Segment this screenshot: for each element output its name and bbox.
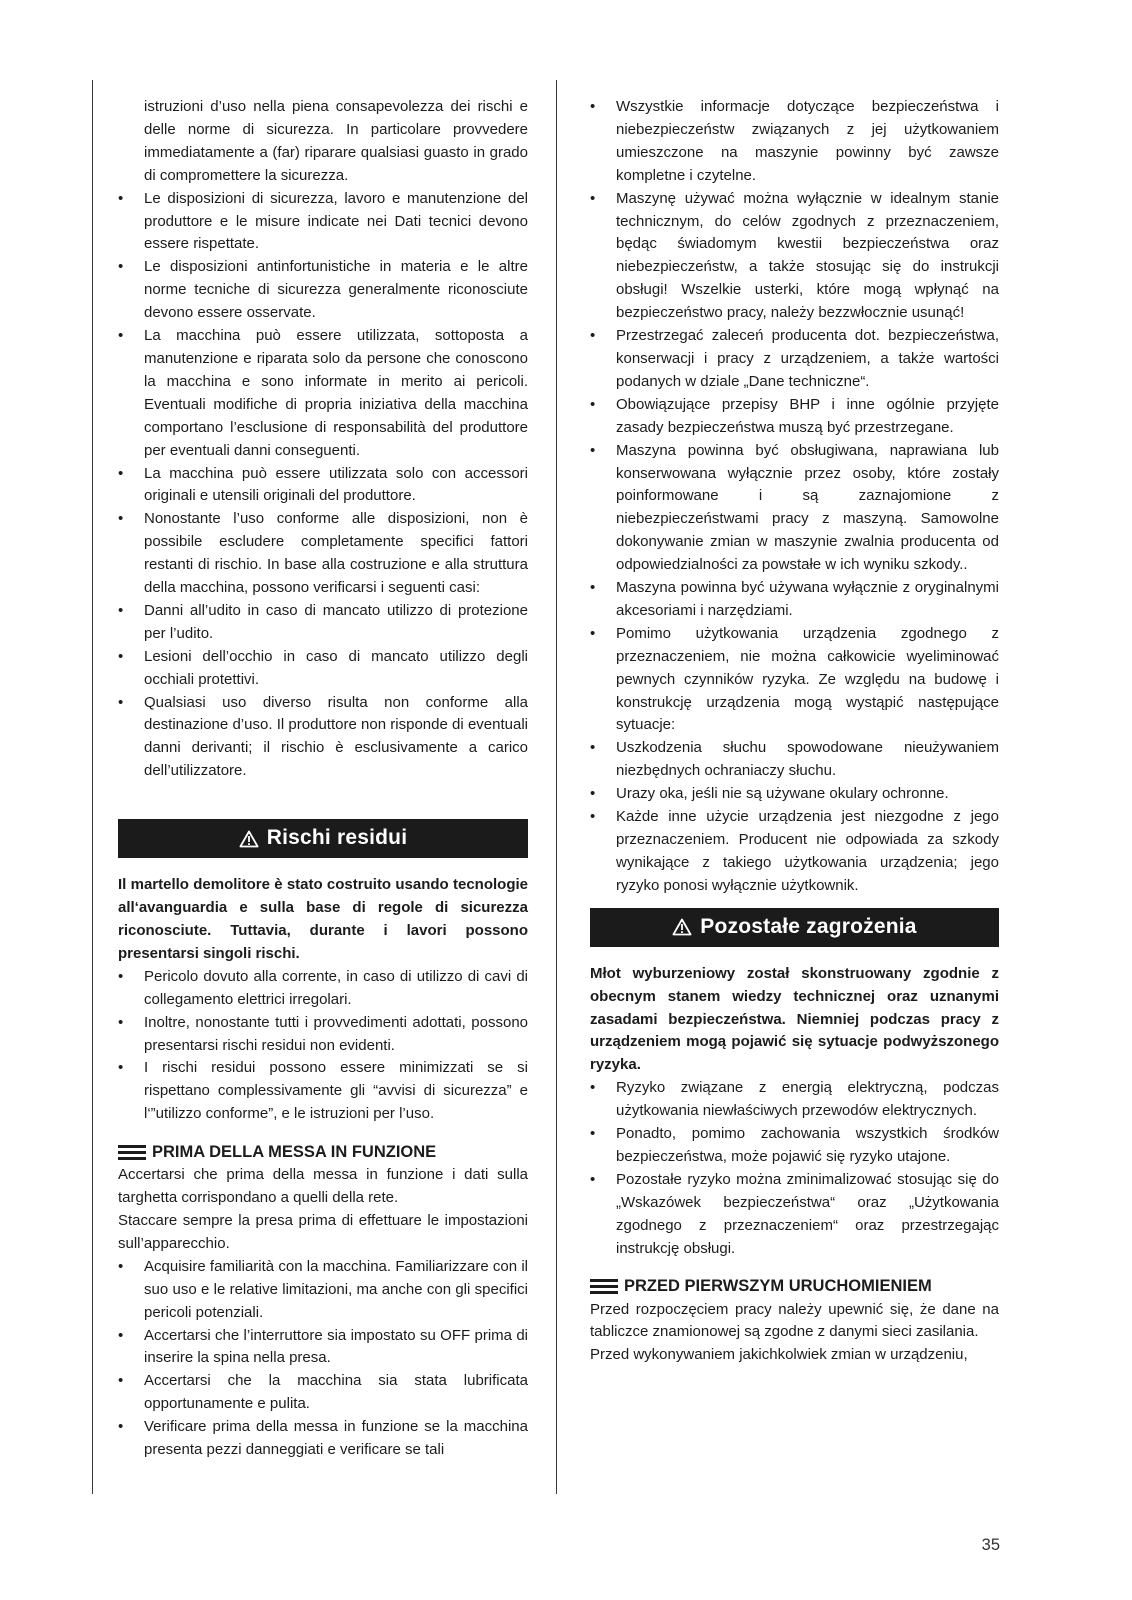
list-item: • Danni all’udito in caso di mancato utilizzo di protezione per l’udito.: [118, 601, 528, 642]
list-item: • La macchina può essere utilizzata, sottoposta a manutenzione e riparata solo da persone che conoscono la macchina e sono informate in merito ai pericoli. Eventuali modifiche di propria iniziativa della macchina comportano l’esclusione di responsabilità del produttore per eventuali danni conseguenti.: [118, 327, 528, 459]
list-item: • I rischi residui possono essere minimizzati se si rispettano complessivamente gli “avvisi di sicurezza” e l‘”utilizzo conforme”, e le istruzioni per l’uso.: [118, 1059, 528, 1123]
body-text: Przed rozpoczęciem pracy należy upewnić się, że dane na tabliczce znamionowej są zgodne z danymi sieci zasilania.: [590, 1300, 999, 1341]
banner-title: Rischi residui: [266, 826, 408, 850]
list-item: • Verificare prima della messa in funzione se la macchina presenta pezzi danneggiati e verificare se tali: [118, 1418, 528, 1459]
warning-triangle-icon: [672, 918, 692, 936]
section-heading-prima-messa: [118, 1140, 528, 1164]
list-item: • Przestrzegać zaleceń producenta dot. bezpieczeństwa, konserwacji i pracy z urządzeniem, a także wartości podanych w dziale „Dane techniczne“.: [590, 327, 999, 390]
list-item: • Uszkodzenia słuchu spowodowane nieużywaniem niezbędnych ochraniaczy słuchu.: [590, 739, 999, 780]
warning-triangle-icon: [239, 830, 259, 848]
list-item: • Nonostante l’uso conforme alle disposizioni, non è possibile escludere completamente specifici fattori restanti di rischio. In base alla costruzione e alla struttura della macchina, possono verificarsi i seguenti casi:: [118, 510, 528, 597]
safety-list-pl: [590, 96, 999, 898]
body-text: Accertarsi che prima della messa in funzione i dati sulla targhetta corrispondano a quelli della rete.: [118, 1166, 528, 1207]
subheading-text: PRIMA DELLA MESSA IN FUNZIONE: [152, 1142, 437, 1161]
list-item: • Pericolo dovuto alla corrente, in caso di utilizzo di cavi di collegamento elettrici irregolari.: [118, 967, 528, 1008]
list-item: • Le disposizioni antinfortunistiche in materia e le altre norme tecniche di sicurezza generalmente riconosciute devono essere osservate.: [118, 258, 528, 322]
list-item: • Urazy oka, jeśli nie są używane okulary ochronne.: [590, 785, 949, 803]
section-banner-pozostale-zagrozenia: [590, 908, 999, 947]
list-item: • Pozostałe ryzyko można zminimalizować stosując się do „Wskazówek bezpieczeństwa“ oraz „Użytkowania zgodnego z przeznaczeniem“ oraz przestrzegając instrukcję obsługi.: [590, 1170, 999, 1257]
residual-risks-list-it: [118, 966, 528, 1126]
list-item: • Qualsiasi uso diverso risulta non conforme alla destinazione d’uso. Il produttore non risponde di eventuali danni derivanti; il rischio è esclusivamente a carico dell’utilizzatore.: [118, 693, 528, 780]
center-column-rule: [556, 80, 557, 1494]
subheading-text: PRZED PIERWSZYM URUCHOMIENIEM: [624, 1277, 932, 1296]
list-item: • Lesioni dell’occhio in caso di mancato utilizzo degli occhiali protettivi.: [118, 647, 528, 688]
list-item: • Ponadto, pomimo zachowania wszystkich środków bezpieczeństwa, może pojawić się ryzyko utajone.: [590, 1125, 999, 1165]
body-text: Staccare sempre la presa prima di effettuare le impostazioni sull’apparecchio.: [118, 1211, 528, 1252]
body-text: Przed wykonywaniem jakichkolwiek zmian w urządzeniu,: [590, 1346, 968, 1364]
page-number: 35: [981, 1536, 1000, 1554]
residual-risks-intro: Il martello demolitore è stato costruito usando tecnologie all‘avanguardia e sulla base di regole di sicurezza riconosciute. Tuttavia, durante i lavori possono presentarsi singoli rischi.: [118, 876, 528, 962]
intro-continuation: istruzioni d’uso nella piena consapevolezza dei rischi e delle norme di sicurezza. In particolare provvedere immediatamente a (far) riparare qualsiasi guasto in grado di compromettere la sicurezza.: [144, 98, 528, 184]
menu-lines-icon: [118, 1145, 146, 1160]
list-item: • Pomimo użytkowania urządzenia zgodnego z przeznaczeniem, nie można całkowicie wyeliminować pewnych czynników ryzyka. Ze względu na budowę i konstrukcję urządzenia mogą wystąpić następujące sytuacje:: [590, 624, 999, 734]
list-item: • Acquisire familiarità con la macchina. Familiarizzare con il suo uso e le relative limitazioni, ma anche con gli specifici pericoli potenziali.: [118, 1257, 528, 1321]
list-item: • Obowiązujące przepisy BHP i inne ogólnie przyjęte zasady bezpieczeństwa muszą być przestrzegane.: [590, 395, 999, 436]
list-item: • Accertarsi che l’interruttore sia impostato su OFF prima di inserire la spina nella presa.: [118, 1326, 528, 1367]
residual-risks-intro: Młot wyburzeniowy został skonstruowany zgodnie z obecnym stanem wiedzy technicznej oraz uznanymi zasadami bezpieczeństwa. Niemniej podczas pracy z urządzeniem mogą pojawić się sytuacje podwyższonego ryzyka.: [590, 964, 999, 1074]
list-item: • La macchina può essere utilizzata solo con accessori originali e utensili originali del produttore.: [118, 464, 528, 505]
list-item: • Le disposizioni di sicurezza, lavoro e manutenzione del produttore e le misure indicate nei Dati tecnici devono essere rispettate.: [118, 189, 528, 253]
safety-list-it: [118, 188, 528, 784]
residual-risks-list-pl: [590, 1077, 999, 1260]
left-column-rule: [92, 80, 93, 1494]
menu-lines-icon: [590, 1279, 618, 1294]
section-heading-przed-uruchomieniem: [590, 1275, 999, 1299]
list-item: • Maszyna powinna być używana wyłącznie z oryginalnymi akcesoriami i narzędziami.: [590, 579, 999, 619]
left-column: [118, 96, 528, 1462]
list-item: • Accertarsi che la macchina sia stata lubrificata opportunamente e pulita.: [118, 1372, 528, 1413]
section-banner-rischi-residui: [118, 819, 528, 858]
list-item: • Wszystkie informacje dotyczące bezpieczeństwa i niebezpieczeństw związanych z jej użytkowaniem umieszczone na maszynie powinny być zawsze kompletne i czytelne.: [590, 98, 999, 184]
right-column: [590, 96, 999, 1367]
banner-title: Pozostałe zagrożenia: [700, 914, 917, 938]
startup-list-it: [118, 1256, 528, 1462]
list-item: • Każde inne użycie urządzenia jest niezgodne z jego przeznaczeniem. Producent nie odpowiada za szkody wynikające z takiego użytkowania urządzenia; jego ryzyko ponosi wyłącznie użytkownik.: [590, 808, 999, 894]
list-item: • Maszyna powinna być obsługiwana, naprawiana lub konserwowana wyłącznie przez osoby, które zostały poinformowane i są zaznajomione z niebezpieczeństwami pracy z maszyną. Samowolne dokonywanie zmian w maszynie zwalnia producenta od odpowiedzialności za powstałe w ich wyniku szkody..: [590, 441, 999, 574]
list-item: • Maszynę używać można wyłącznie w idealnym stanie technicznym, do celów zgodnych z przeznaczeniem, będąc świadomym kwestii bezpieczeństwa oraz niebezpieczeństw, a także stosując się do instrukcji obsługi! Wszelkie usterki, które mogą wpłynąć na bezpieczeństwo pracy, należy bezzwłocznie usunąć!: [590, 189, 999, 322]
list-item: • Ryzyko związane z energią elektryczną, podczas użytkowania niewłaściwych przewodów elektrycznych.: [590, 1079, 999, 1120]
list-item: • Inoltre, nonostante tutti i provvedimenti adottati, possono presentarsi rischi residui non evidenti.: [118, 1013, 528, 1054]
